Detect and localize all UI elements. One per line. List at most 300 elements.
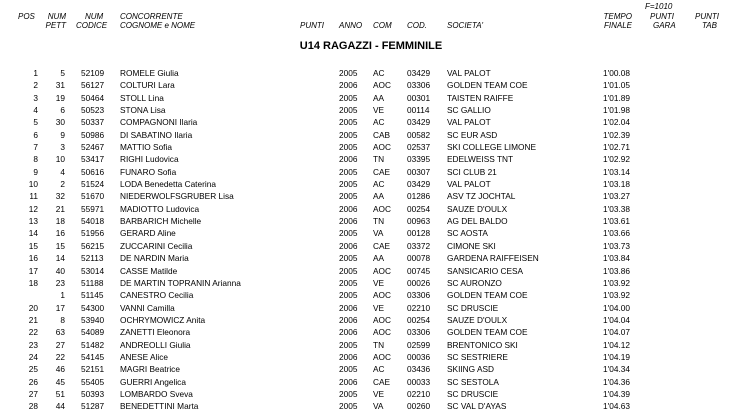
athlete-code: 52113: [81, 253, 104, 264]
birth-year: 2006: [339, 203, 358, 214]
final-time: 1'03.92: [603, 277, 630, 288]
final-time: 1'04.63: [603, 401, 630, 412]
committee: VE: [373, 388, 385, 399]
committee: AOC: [373, 327, 391, 338]
club-name: SC EUR ASD: [447, 129, 498, 140]
header-tempo-1: TEMPO: [603, 12, 632, 21]
table-row: [0, 79, 742, 91]
position: 7: [33, 142, 38, 153]
final-time: 1'03.84: [603, 253, 630, 264]
athlete-code: 53014: [81, 265, 105, 276]
committee: VE: [373, 302, 385, 313]
committee: VE: [373, 105, 385, 116]
club-name: VAL PALOT: [447, 117, 491, 128]
birth-year: 2005: [339, 166, 358, 177]
committee: AC: [373, 68, 385, 78]
athlete-code: 50523: [81, 105, 105, 116]
final-time: 1'00.08: [603, 68, 630, 78]
athlete-code: 51287: [81, 401, 105, 412]
club-name: GOLDEN TEAM COE: [447, 290, 528, 301]
final-time: 1'03.86: [603, 265, 630, 276]
position: 11: [29, 191, 38, 202]
athlete-code: 54018: [81, 216, 105, 227]
club-name: EDELWEISS TNT: [447, 154, 514, 165]
bib-number: 17: [55, 302, 65, 313]
club-code: 03306: [407, 327, 431, 338]
position: 10: [28, 179, 38, 190]
position: 27: [28, 388, 38, 399]
club-code: 00114: [407, 105, 430, 116]
header-anno: ANNO: [339, 21, 363, 30]
athlete-code: 51524: [81, 179, 105, 190]
position: 4: [33, 105, 38, 116]
birth-year: 2006: [339, 314, 358, 325]
birth-year: 2005: [339, 105, 358, 116]
position: 6: [33, 129, 38, 140]
table-row: [0, 339, 742, 351]
position: 20: [28, 302, 38, 313]
table-row: [0, 153, 742, 165]
final-time: 1'03.18: [603, 179, 630, 190]
athlete-name: ZUCCARINI Cecilia: [120, 240, 193, 251]
header-num-codice-1: NUM: [85, 12, 104, 21]
athlete-name: ZANETTI Eleonora: [120, 327, 191, 338]
club-code: 00078: [407, 253, 431, 264]
bib-number: 18: [55, 216, 65, 227]
athlete-name: BENEDETTINI Marta: [120, 401, 199, 412]
committee: VA: [373, 228, 384, 239]
committee: TN: [373, 154, 385, 165]
athlete-name: CASSE Matilde: [120, 265, 178, 276]
athlete-code: 52151: [81, 364, 105, 375]
athlete-name: VANNI Camilla: [120, 302, 175, 313]
position: 12: [28, 203, 38, 214]
club-code: 00260: [407, 401, 431, 412]
committee: AOC: [373, 80, 391, 91]
table-row: [0, 116, 742, 128]
club-name: SAUZE D'OULX: [447, 203, 508, 214]
table-row: [0, 203, 742, 215]
club-name: SAUZE D'OULX: [447, 314, 508, 325]
athlete-name: STONA Lisa: [120, 105, 166, 116]
header-f-value: F=1010: [645, 2, 673, 11]
club-code: 03429: [407, 179, 431, 190]
birth-year: 2005: [339, 179, 358, 190]
table-row: [0, 314, 742, 326]
athlete-code: 52467: [81, 142, 105, 153]
club-code: 00033: [407, 376, 431, 387]
header-num-codice-2: CODICE: [76, 21, 108, 30]
committee: CAE: [373, 240, 391, 251]
position: 21: [28, 314, 38, 325]
position: 15: [28, 240, 38, 251]
position: 17: [28, 265, 38, 276]
club-code: 00301: [407, 92, 431, 103]
bib-number: 6: [60, 105, 65, 116]
table-row: [0, 302, 742, 314]
birth-year: 2005: [339, 277, 358, 288]
header-punti: PUNTI: [300, 21, 324, 30]
club-code: 01286: [407, 191, 431, 202]
athlete-code: 53417: [81, 154, 105, 165]
birth-year: 2005: [339, 92, 358, 103]
club-code: 00254: [407, 203, 431, 214]
birth-year: 2005: [339, 129, 358, 140]
bib-number: 5: [60, 68, 65, 78]
club-name: BRENTONICO SKI: [447, 339, 518, 350]
club-code: 03436: [407, 364, 431, 375]
committee: AA: [373, 191, 385, 202]
final-time: 1'03.66: [603, 228, 630, 239]
final-time: 1'01.05: [603, 80, 630, 91]
bib-number: 16: [55, 228, 65, 239]
birth-year: 2005: [339, 339, 358, 350]
club-name: SANSICARIO CESA: [447, 265, 524, 276]
header-com: COM: [373, 21, 392, 30]
final-time: 1'01.98: [603, 105, 630, 116]
header-punti-tab-2: TAB: [702, 21, 717, 30]
club-code: 03395: [407, 154, 431, 165]
club-name: CIMONE SKI: [447, 240, 496, 251]
committee: CAB: [373, 129, 391, 140]
bib-number: 45: [55, 376, 65, 387]
bib-number: 9: [60, 129, 65, 140]
header-societa: SOCIETA': [447, 21, 484, 30]
club-code: 03306: [407, 290, 431, 301]
position: 18: [28, 277, 38, 288]
final-time: 1'02.92: [603, 154, 630, 165]
club-code: 02210: [407, 388, 431, 399]
committee: AC: [373, 117, 385, 128]
birth-year: 2005: [339, 191, 358, 202]
committee: AA: [373, 253, 385, 264]
birth-year: 2006: [339, 216, 358, 227]
position: 2: [33, 80, 38, 91]
bib-number: 51: [55, 388, 65, 399]
athlete-code: 50464: [81, 92, 105, 103]
header-punti-gara-2: GARA: [653, 21, 676, 30]
header-pos: POS: [18, 12, 35, 21]
final-time: 1'04.00: [603, 302, 630, 313]
athlete-code: 56215: [81, 240, 105, 251]
header-concorrente-1: CONCORRENTE: [120, 12, 183, 21]
table-row: [0, 265, 742, 277]
results-table: [0, 67, 742, 413]
club-name: SKI COLLEGE LIMONE: [447, 142, 536, 153]
table-row: [0, 277, 742, 289]
club-name: GARDENA RAIFFEISEN: [447, 253, 539, 264]
table-row: [0, 376, 742, 388]
committee: CAE: [373, 166, 391, 177]
club-name: GOLDEN TEAM COE: [447, 80, 528, 91]
category-title: U14 RAGAZZI - FEMMINILE: [299, 40, 443, 52]
athlete-name: ROMELE Giulia: [120, 68, 179, 78]
final-time: 1'03.61: [603, 216, 630, 227]
table-row: [0, 227, 742, 239]
final-time: 1'01.89: [603, 92, 630, 103]
athlete-code: 50986: [81, 129, 105, 140]
athlete-name: MAGRI Beatrice: [120, 364, 180, 375]
bib-number: 8: [60, 314, 65, 325]
bib-number: 40: [55, 265, 65, 276]
athlete-code: 53940: [81, 314, 105, 325]
table-row: [0, 104, 742, 116]
athlete-name: CANESTRO Cecilia: [120, 290, 194, 301]
athlete-code: 51956: [81, 228, 105, 239]
final-time: 1'04.34: [603, 364, 630, 375]
committee: AOC: [373, 203, 391, 214]
committee: TN: [373, 216, 385, 227]
club-code: 00963: [407, 216, 431, 227]
birth-year: 2005: [339, 401, 358, 412]
athlete-code: 50616: [81, 166, 105, 177]
table-row: [0, 400, 742, 412]
birth-year: 2005: [339, 117, 358, 128]
club-name: TAISTEN RAIFFE: [447, 92, 514, 103]
table-row: [0, 388, 742, 400]
birth-year: 2005: [339, 388, 358, 399]
header-punti-tab-1: PUNTI: [695, 12, 719, 21]
position: 9: [33, 166, 38, 177]
header-num-pett-2: PETT: [45, 21, 66, 30]
athlete-name: RIGHI Ludovica: [120, 154, 179, 165]
club-name: SKIING ASD: [447, 364, 495, 375]
athlete-code: 54300: [81, 302, 105, 313]
birth-year: 2005: [339, 364, 358, 375]
athlete-name: DI SABATINO Ilaria: [120, 129, 193, 140]
bib-number: 32: [55, 191, 65, 202]
table-row: [0, 92, 742, 104]
position: 28: [28, 401, 38, 412]
header-cod: COD.: [407, 21, 427, 30]
committee: AOC: [373, 265, 391, 276]
table-row: [0, 326, 742, 338]
final-time: 1'02.71: [603, 142, 630, 153]
table-row: [0, 141, 742, 153]
bib-number: 21: [55, 203, 65, 214]
club-name: SC SESTOLA: [447, 376, 499, 387]
club-name: VAL PALOT: [447, 68, 491, 78]
position: 8: [33, 154, 38, 165]
athlete-name: LOMBARDO Sveva: [120, 388, 193, 399]
position: 5: [33, 117, 38, 128]
club-name: SC SESTRIERE: [447, 351, 508, 362]
birth-year: 2006: [339, 302, 358, 313]
athlete-code: 51670: [81, 191, 105, 202]
table-row: [0, 67, 742, 79]
position: 25: [28, 364, 38, 375]
header-concorrente-2: COGNOME e NOME: [120, 21, 196, 30]
bib-number: 14: [55, 253, 65, 264]
club-name: SC AOSTA: [447, 228, 488, 239]
birth-year: 2006: [339, 240, 358, 251]
club-name: ASV TZ JOCHTAL: [447, 191, 516, 202]
committee: AOC: [373, 314, 391, 325]
club-code: 02537: [407, 142, 431, 153]
committee: AC: [373, 179, 385, 190]
club-code: 03429: [407, 117, 431, 128]
final-time: 1'03.92: [603, 290, 630, 301]
committee: AOC: [373, 290, 391, 301]
final-time: 1'04.12: [603, 339, 630, 350]
athlete-name: COLTURI Lara: [120, 80, 175, 91]
athlete-code: 56127: [81, 80, 105, 91]
athlete-name: GUERRI Angelica: [120, 376, 186, 387]
club-code: 00036: [407, 351, 431, 362]
club-code: 03306: [407, 80, 431, 91]
club-name: SC VAL D'AYAS: [447, 401, 507, 412]
table-row: [0, 289, 742, 301]
birth-year: 2005: [339, 265, 358, 276]
final-time: 1'03.38: [603, 203, 630, 214]
club-code: 03372: [407, 240, 431, 251]
birth-year: 2006: [339, 154, 358, 165]
bib-number: 1: [60, 290, 65, 301]
committee: CAE: [373, 376, 391, 387]
final-time: 1'04.04: [603, 314, 630, 325]
birth-year: 2005: [339, 228, 358, 239]
final-time: 1'04.07: [603, 327, 630, 338]
club-name: SC DRUSCIE: [447, 302, 499, 313]
table-row: [0, 252, 742, 264]
athlete-name: ANESE Alice: [120, 351, 168, 362]
table-row: [0, 351, 742, 363]
bib-number: 3: [60, 142, 65, 153]
committee: AOC: [373, 351, 391, 362]
athlete-code: 55971: [81, 203, 105, 214]
table-row: [0, 240, 742, 252]
birth-year: 2005: [339, 68, 358, 78]
club-name: SCI CLUB 21: [447, 166, 497, 177]
table-row: [0, 190, 742, 202]
athlete-name: DE NARDIN Maria: [120, 253, 189, 264]
athlete-name: ANDREOLLI Giulia: [120, 339, 191, 350]
athlete-code: 54089: [81, 327, 105, 338]
final-time: 1'03.73: [603, 240, 630, 251]
table-row: [0, 363, 742, 375]
final-time: 1'04.36: [603, 376, 630, 387]
club-name: SC GALLIO: [447, 105, 491, 116]
birth-year: 2006: [339, 80, 358, 91]
club-code: 02599: [407, 339, 431, 350]
athlete-name: GERARD Aline: [120, 228, 176, 239]
athlete-code: 50337: [81, 117, 105, 128]
birth-year: 2005: [339, 290, 358, 301]
final-time: 1'04.19: [603, 351, 630, 362]
header-num-pett-1: NUM: [47, 12, 66, 21]
athlete-name: DE MARTIN TOPRANIN Arianna: [120, 277, 241, 288]
club-name: AG DEL BALDO: [447, 216, 508, 227]
athlete-code: 52109: [81, 68, 105, 78]
bib-number: 2: [60, 179, 65, 190]
club-code: 00026: [407, 277, 431, 288]
bib-number: 22: [55, 351, 65, 362]
athlete-name: MADIOTTO Ludovica: [120, 203, 200, 214]
committee: TN: [373, 339, 385, 350]
birth-year: 2006: [339, 327, 358, 338]
club-code: 00254: [407, 314, 431, 325]
athlete-name: LODA Benedetta Caterina: [120, 179, 216, 190]
position: 1: [33, 68, 38, 78]
club-code: 00128: [407, 228, 431, 239]
bib-number: 46: [55, 364, 65, 375]
club-name: SC AURONZO: [447, 277, 502, 288]
club-name: SC DRUSCIE: [447, 388, 499, 399]
table-row: [0, 129, 742, 141]
bib-number: 44: [55, 401, 65, 412]
bib-number: 63: [55, 327, 65, 338]
header-tempo-2: FINALE: [603, 21, 632, 30]
club-code: 00582: [407, 129, 431, 140]
final-time: 1'02.04: [603, 117, 630, 128]
club-name: GOLDEN TEAM COE: [447, 327, 528, 338]
position: 16: [28, 253, 38, 264]
bib-number: 4: [60, 166, 65, 177]
position: 22: [28, 327, 38, 338]
bib-number: 10: [55, 154, 65, 165]
final-time: 1'03.14: [603, 166, 630, 177]
committee: AA: [373, 92, 385, 103]
birth-year: 2006: [339, 351, 358, 362]
bib-number: 31: [55, 80, 65, 91]
table-row: [0, 178, 742, 190]
athlete-name: BARBARICH Michelle: [120, 216, 202, 227]
position: 26: [28, 376, 38, 387]
athlete-name: STOLL Lina: [120, 92, 164, 103]
bib-number: 23: [55, 277, 65, 288]
club-name: VAL PALOT: [447, 179, 491, 190]
birth-year: 2005: [339, 253, 358, 264]
athlete-code: 51188: [81, 277, 104, 288]
committee: AOC: [373, 142, 391, 153]
athlete-name: FUNARO Sofia: [120, 166, 177, 177]
final-time: 1'02.39: [603, 129, 630, 140]
final-time: 1'03.27: [603, 191, 630, 202]
athlete-name: NIEDERWOLFSGRUBER Lisa: [120, 191, 234, 202]
bib-number: 19: [55, 92, 65, 103]
committee: VA: [373, 401, 384, 412]
table-row: [0, 215, 742, 227]
club-code: 03429: [407, 68, 431, 78]
birth-year: 2005: [339, 142, 358, 153]
position: 13: [28, 216, 38, 227]
position: 23: [28, 339, 38, 350]
table-row: [0, 166, 742, 178]
athlete-code: 50393: [81, 388, 105, 399]
club-code: 02210: [407, 302, 431, 313]
athlete-name: MATTIO Sofia: [120, 142, 172, 153]
birth-year: 2006: [339, 376, 358, 387]
club-code: 00307: [407, 166, 431, 177]
header-punti-gara-1: PUNTI: [650, 12, 674, 21]
athlete-name: OCHRYMOWICZ Anita: [120, 314, 206, 325]
position: 3: [33, 92, 38, 103]
bib-number: 30: [55, 117, 65, 128]
position: 24: [28, 351, 38, 362]
athlete-code: 51145: [81, 290, 104, 301]
athlete-code: 54145: [81, 351, 105, 362]
bib-number: 15: [55, 240, 65, 251]
club-code: 00745: [407, 265, 431, 276]
committee: VE: [373, 277, 385, 288]
committee: AC: [373, 364, 385, 375]
bib-number: 27: [55, 339, 65, 350]
athlete-name: COMPAGNONI Ilaria: [120, 117, 198, 128]
position: 14: [28, 228, 38, 239]
athlete-code: 55405: [81, 376, 105, 387]
athlete-code: 51482: [81, 339, 105, 350]
final-time: 1'04.39: [603, 388, 630, 399]
